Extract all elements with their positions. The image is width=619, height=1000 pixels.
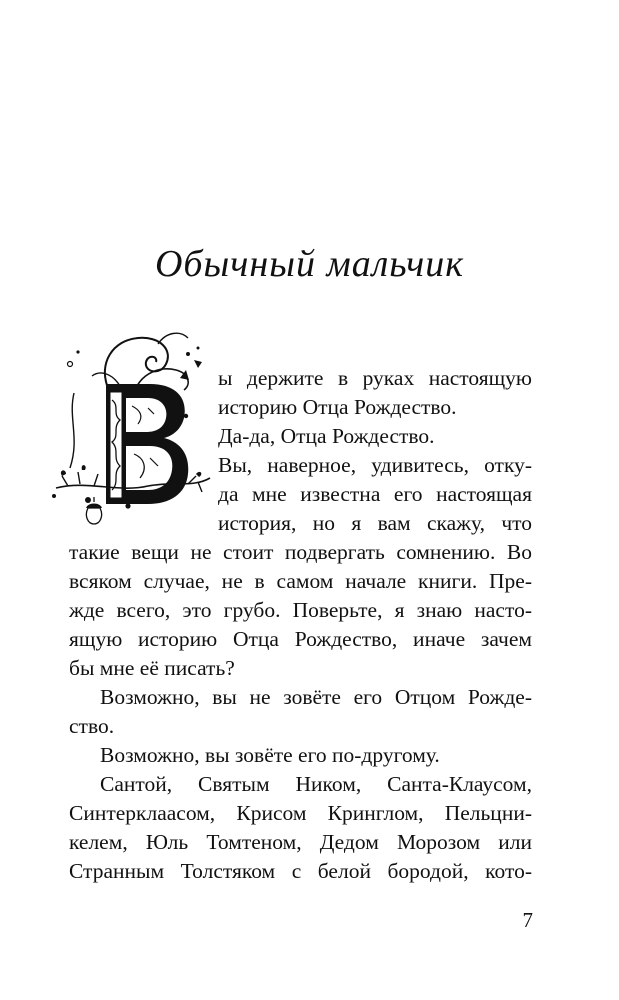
text-line: Синтерклаасом, Крисом Кринглом, Пельцни- bbox=[69, 801, 532, 825]
text-line: Возможно, вы зовёте его по-другому. bbox=[100, 743, 440, 767]
text-line: такие вещи не стоит подвергать сомнению. Во bbox=[69, 540, 532, 564]
text-line: ы держите в руках настоящую bbox=[218, 366, 532, 390]
text-line: келем, Юль Томтеном, Дедом Морозом или bbox=[69, 830, 532, 854]
ornamental-drop-cap-icon bbox=[48, 318, 213, 528]
text-line: Сантой, Святым Ником, Санта-Клаусом, bbox=[100, 772, 532, 796]
text-line: Вы, наверное, удивитесь, отку- bbox=[218, 453, 532, 477]
text-line: всяком случае, не в самом начале книги. Пре- bbox=[69, 569, 532, 593]
page-number: 7 bbox=[522, 908, 533, 932]
text-line: Возможно, вы не зовёте его Отцом Рожде- bbox=[100, 685, 532, 709]
text-line: Да-да, Отца Рождество. bbox=[218, 424, 435, 448]
text-line: историю Отца Рождество. bbox=[218, 395, 457, 419]
text-line: Странным Толстяком с белой бородой, кото- bbox=[69, 859, 532, 883]
text-line: ящую историю Отца Рождество, иначе зачем bbox=[69, 627, 532, 651]
text-line: история, но я вам скажу, что bbox=[218, 511, 532, 535]
chapter-title: Обычный мальчик bbox=[154, 243, 465, 285]
text-line: бы мне её писать? bbox=[69, 656, 235, 680]
text-line: жде всего, это грубо. Поверьте, я знаю насто- bbox=[69, 598, 532, 622]
text-line: да мне известна его настоящая bbox=[218, 482, 532, 506]
text-line: ство. bbox=[69, 714, 115, 738]
